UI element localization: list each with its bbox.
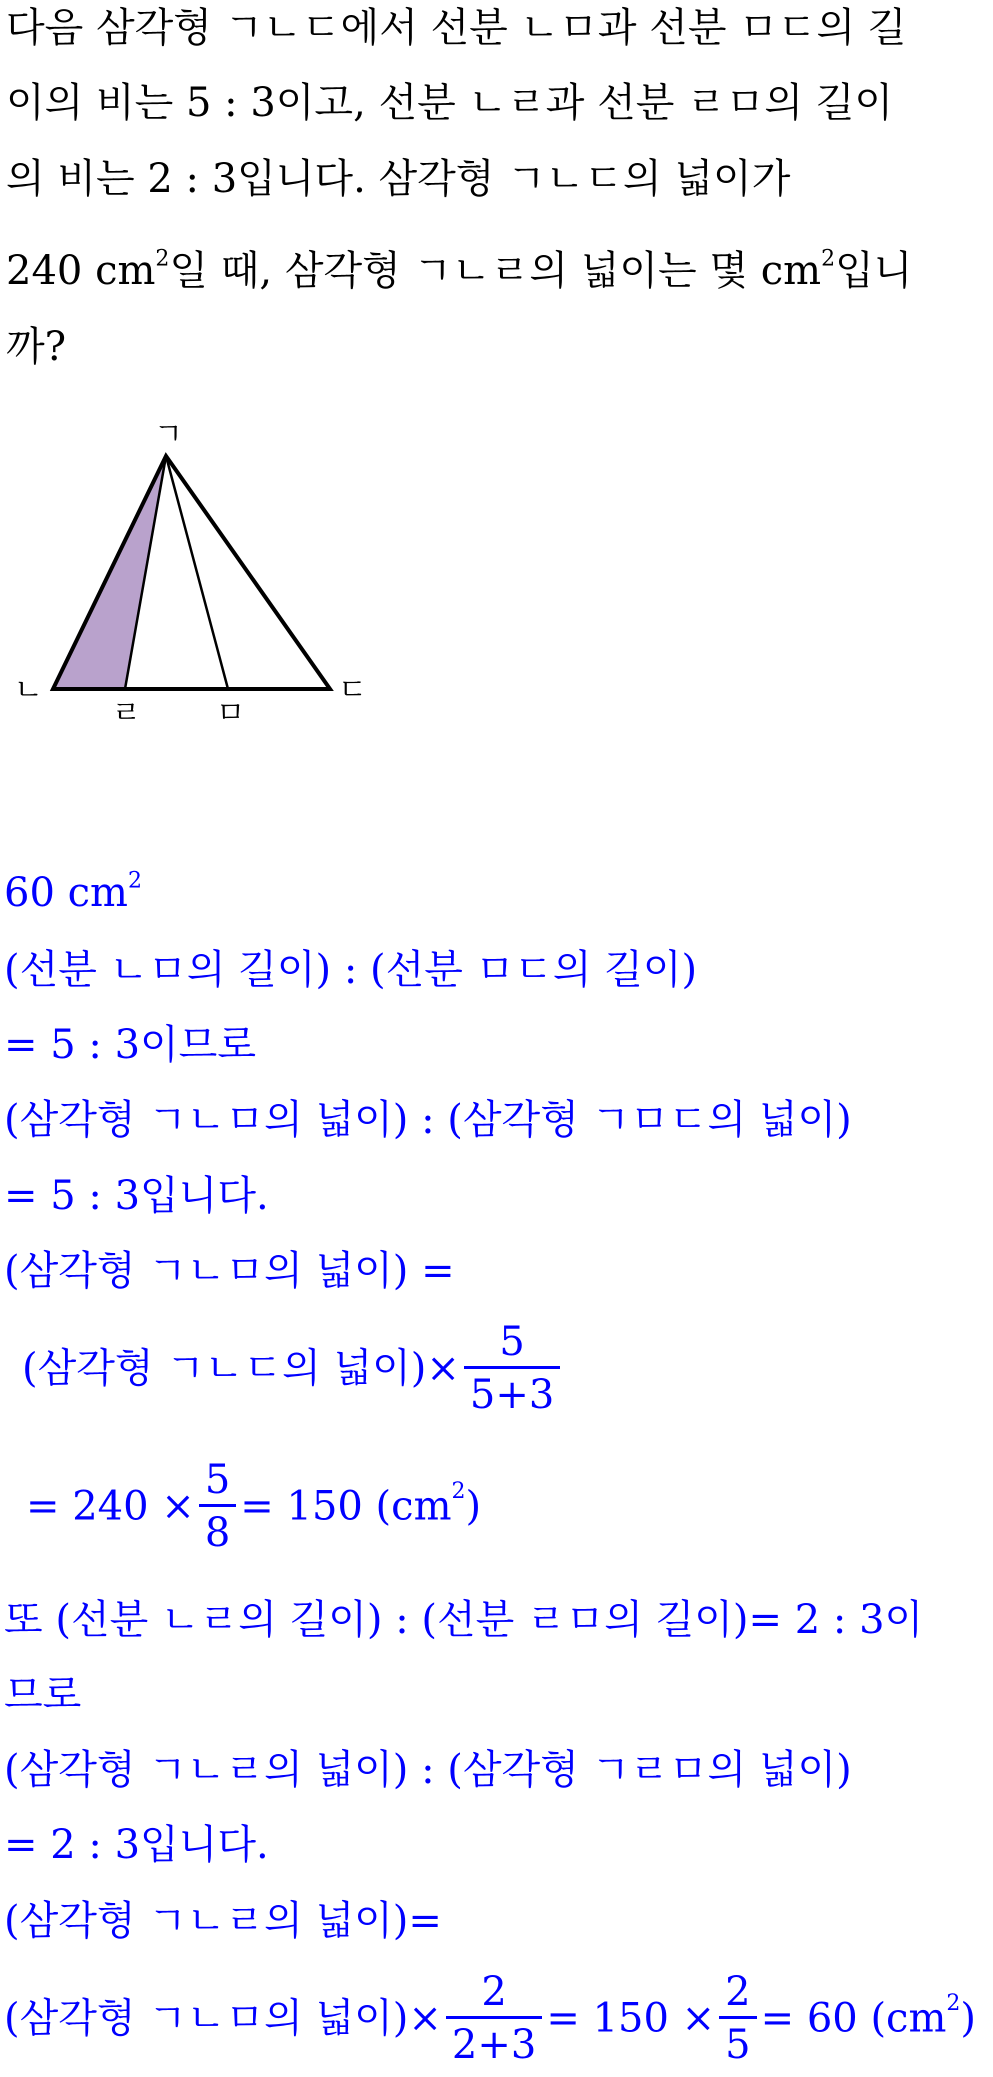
label-e: ㅁ (216, 696, 245, 731)
problem-line-4-sup2: 2 (821, 246, 836, 272)
fraction-numerator: 2 (725, 1969, 751, 2015)
problem-line-4-c: 입니 (835, 248, 913, 294)
label-d: ㄹ (112, 696, 141, 731)
solution-line-1: (선분 ㄴㅁ의 길이) : (선분 ㅁㄷ의 길이) (4, 947, 698, 993)
solution-line-12: (삼각형 ㄱㄴㄹ의 넓이)= (4, 1898, 442, 1944)
answer-line (4, 868, 142, 916)
solution-line-7-c: ) (465, 1483, 482, 1530)
problem-line-4-b: 일 때, 삼각형 ㄱㄴㄹ의 넓이는 몇 cm (169, 248, 822, 294)
solution-line-7-a: = 240 × (26, 1483, 195, 1530)
solution-line-13-mid: = 150 × (546, 1995, 716, 2042)
fraction-denominator: 2+3 (446, 2016, 542, 2065)
fraction-denominator: 8 (199, 1504, 236, 1553)
fraction-2-over-5 (719, 1969, 756, 2068)
fraction-denominator: 5+3 (464, 1366, 560, 1415)
label-a: ㄱ (154, 417, 183, 452)
solution-line-4: = 5 : 3입니다. (4, 1173, 269, 1219)
fraction-5-over-8 (199, 1457, 236, 1556)
triangle-diagram (0, 400, 400, 740)
solution-line-13-text: (삼각형 ㄱㄴㅁ의 넓이)× (4, 1995, 442, 2042)
solution-line-8: 또 (선분 ㄴㄹ의 길이) : (선분 ㄹㅁ의 길이)= 2 : 3이 (4, 1597, 924, 1643)
solution-line-11: = 2 : 3입니다. (4, 1822, 269, 1868)
solution-line-2: = 5 : 3이므로 (4, 1022, 256, 1068)
solution-line-13 (4, 1969, 976, 2068)
solution-line-5: (삼각형 ㄱㄴㅁ의 넓이) = (4, 1248, 455, 1294)
problem-line-4 (6, 246, 913, 294)
segment-a-e (166, 456, 228, 689)
problem-line-5: 까? (6, 324, 67, 370)
solution-line-13-sup: 2 (946, 1990, 961, 2016)
fraction-2-over-2plus3 (446, 1969, 542, 2068)
fraction-numerator: 2 (481, 1969, 507, 2015)
fraction-numerator: 5 (204, 1457, 231, 1503)
label-b: ㄴ (14, 673, 43, 708)
answer-value: 60 cm (4, 870, 128, 916)
fraction-numerator: 5 (499, 1319, 525, 1365)
problem-line-4-a: 240 cm (6, 248, 156, 294)
problem-line-3: 의 비는 2 : 3입니다. 삼각형 ㄱㄴㄷ의 넓이가 (6, 156, 791, 202)
solution-line-10: (삼각형 ㄱㄴㄹ의 넓이) : (삼각형 ㄱㄹㅁ의 넓이) (4, 1747, 852, 1793)
solution-line-9: 므로 (4, 1672, 82, 1718)
problem-line-1: 다음 삼각형 ㄱㄴㄷ에서 선분 ㄴㅁ과 선분 ㅁㄷ의 길 (6, 5, 907, 51)
answer-sup: 2 (127, 868, 142, 894)
label-c: ㄷ (338, 673, 367, 708)
problem-line-2: 이의 비는 5 : 3이고, 선분 ㄴㄹ과 선분 ㄹㅁ의 길이 (6, 80, 894, 126)
solution-line-7-b: = 150 (cm (240, 1483, 452, 1530)
fraction-5-over-5plus3 (464, 1319, 560, 1418)
solution-line-6 (22, 1319, 564, 1418)
solution-line-13-close: ) (960, 1995, 976, 2042)
problem-line-4-sup: 2 (155, 246, 170, 272)
solution-line-3: (삼각형 ㄱㄴㅁ의 넓이) : (삼각형 ㄱㅁㄷ의 넓이) (4, 1097, 852, 1143)
solution-line-6-text: (삼각형 ㄱㄴㄷ의 넓이)× (22, 1345, 460, 1392)
solution-line-13-end: = 60 (cm (760, 1995, 947, 2042)
solution-line-7 (26, 1457, 482, 1556)
solution-line-7-sup: 2 (451, 1478, 466, 1504)
fraction-denominator: 5 (719, 2016, 756, 2065)
